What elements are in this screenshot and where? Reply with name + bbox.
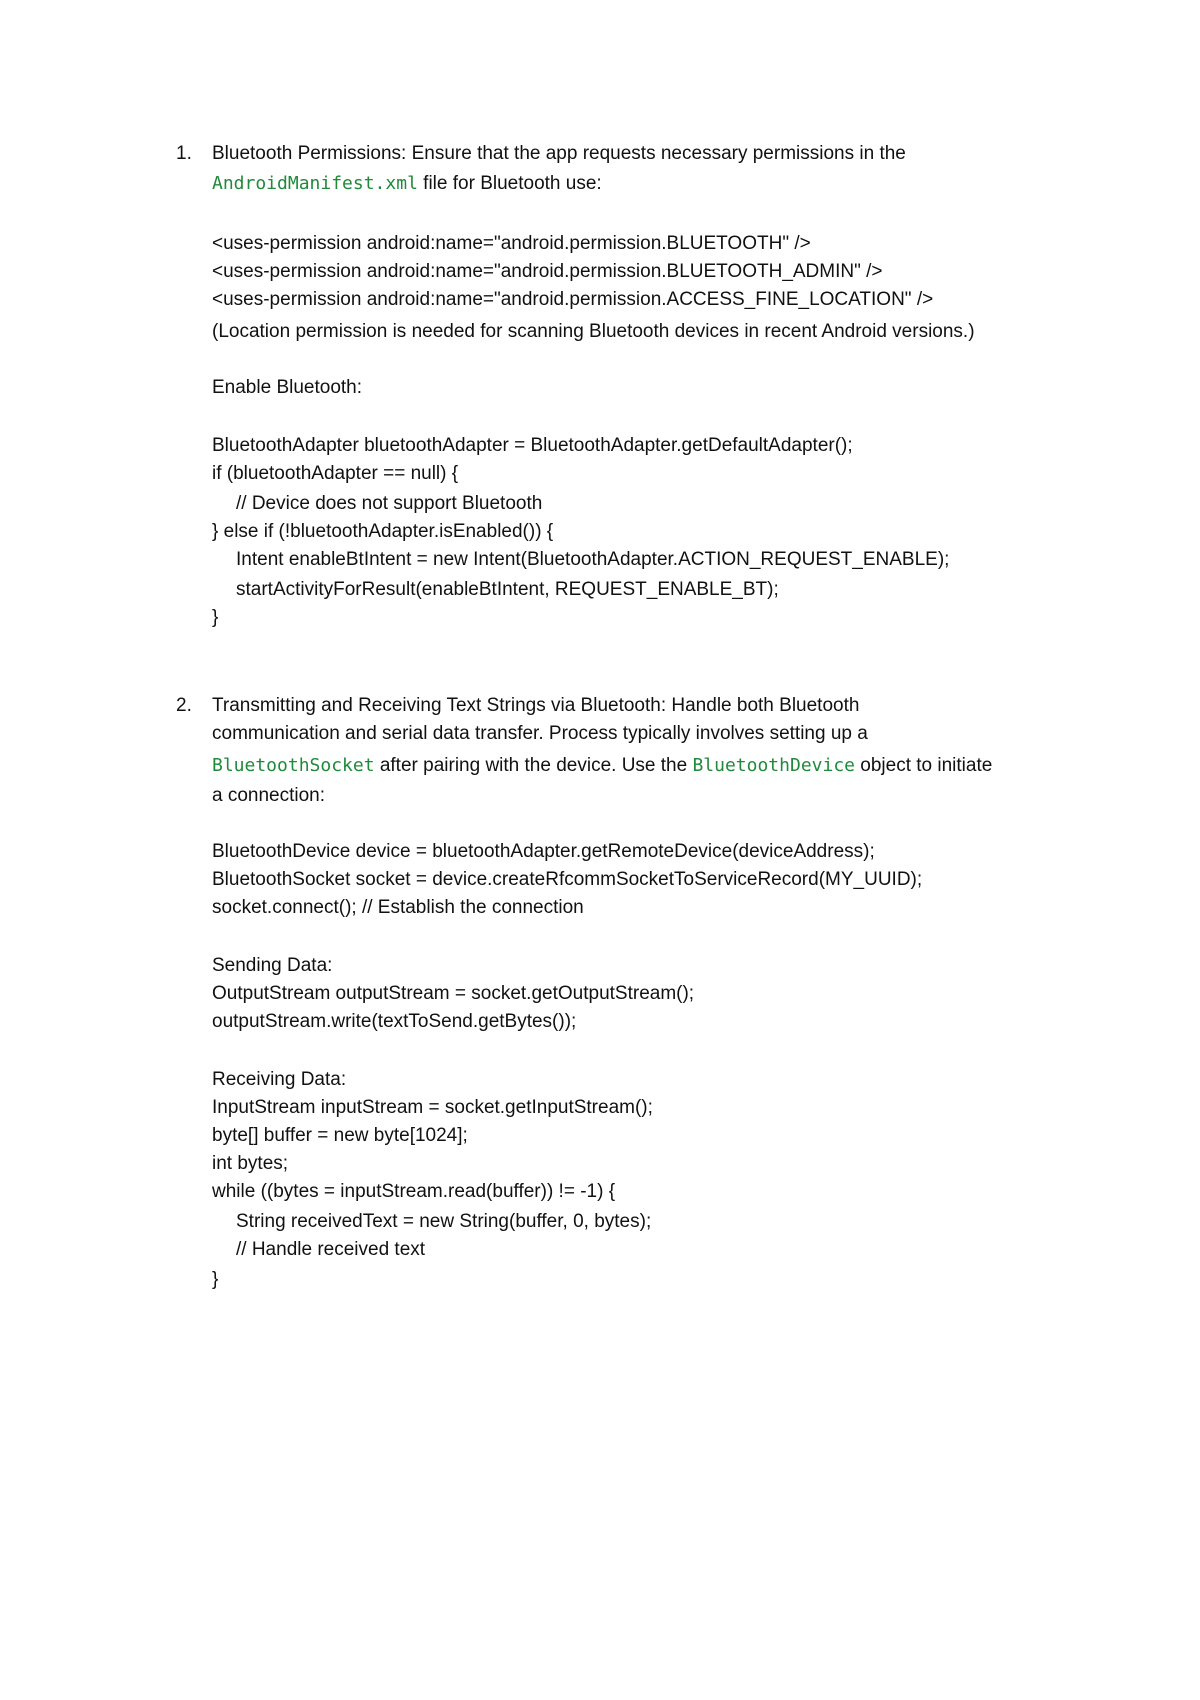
code-line: BluetoothAdapter bluetoothAdapter = BluetoothAdapter.getDefaultAdapter(); bbox=[212, 435, 853, 456]
code-line: startActivityForResult(enableBtIntent, REQUEST_ENABLE_BT); bbox=[236, 579, 779, 600]
enable-heading: Enable Bluetooth: bbox=[212, 377, 363, 398]
code-line: // Device does not support Bluetooth bbox=[236, 493, 543, 514]
code-line: outputStream.write(textToSend.getBytes()); bbox=[212, 1011, 577, 1032]
location-note: (Location permission is needed for scanning Bluetooth devices in recent Android versions.) bbox=[212, 321, 975, 342]
code-line: InputStream inputStream = socket.getInputStream(); bbox=[212, 1097, 653, 1118]
permission-line: <uses-permission android:name="android.permission.ACCESS_FINE_LOCATION" /> bbox=[212, 289, 934, 310]
section-1-intro-line2 bbox=[212, 170, 602, 198]
section-1-intro-line1: Bluetooth Permissions: Ensure that the app requests necessary permissions in the bbox=[212, 143, 906, 164]
code-bluetooth-socket: BluetoothSocket bbox=[212, 755, 375, 776]
permission-line: <uses-permission android:name="android.permission.BLUETOOTH_ADMIN" /> bbox=[212, 261, 883, 282]
code-line: } else if (!bluetoothAdapter.isEnabled()) { bbox=[212, 521, 554, 542]
section-2-intro-line2: communication and serial data transfer. Process typically involves setting up a bbox=[212, 723, 868, 744]
section-1-number: 1. bbox=[176, 143, 192, 164]
section-2-number: 2. bbox=[176, 695, 192, 716]
sending-heading: Sending Data: bbox=[212, 955, 333, 976]
code-line: Intent enableBtIntent = new Intent(BluetoothAdapter.ACTION_REQUEST_ENABLE); bbox=[236, 549, 950, 570]
receiving-heading: Receiving Data: bbox=[212, 1069, 347, 1090]
code-line: BluetoothSocket socket = device.createRfcommSocketToServiceRecord(MY_UUID); bbox=[212, 869, 923, 890]
section-2-intro-mid: after pairing with the device. Use the bbox=[374, 755, 693, 776]
code-line: // Handle received text bbox=[236, 1239, 426, 1260]
code-line: } bbox=[212, 607, 219, 628]
code-filename: AndroidManifest.xml bbox=[212, 173, 418, 194]
code-line: OutputStream outputStream = socket.getOutputStream(); bbox=[212, 983, 695, 1004]
code-line: BluetoothDevice device = bluetoothAdapter.getRemoteDevice(deviceAddress); bbox=[212, 841, 875, 862]
code-bluetooth-device: BluetoothDevice bbox=[692, 755, 856, 776]
code-line: byte[] buffer = new byte[1024]; bbox=[212, 1125, 468, 1146]
code-line: int bytes; bbox=[212, 1153, 289, 1174]
code-line: while ((bytes = inputStream.read(buffer)) != -1) { bbox=[212, 1181, 616, 1202]
section-2-intro-line3 bbox=[212, 752, 992, 780]
code-line: } bbox=[212, 1269, 219, 1290]
code-line: if (bluetoothAdapter == null) { bbox=[212, 463, 459, 484]
section-2-intro-end: object to initiate bbox=[855, 755, 993, 776]
code-line: String receivedText = new String(buffer, 0, bytes); bbox=[236, 1211, 652, 1232]
section-2-intro-line4: a connection: bbox=[212, 785, 326, 806]
section-2-intro-line1: Transmitting and Receiving Text Strings via Bluetooth: Handle both Bluetooth bbox=[212, 695, 860, 716]
section-1-intro-line2-rest: file for Bluetooth use: bbox=[417, 173, 602, 194]
code-line: socket.connect(); // Establish the connection bbox=[212, 897, 584, 918]
permission-line: <uses-permission android:name="android.permission.BLUETOOTH" /> bbox=[212, 233, 811, 254]
